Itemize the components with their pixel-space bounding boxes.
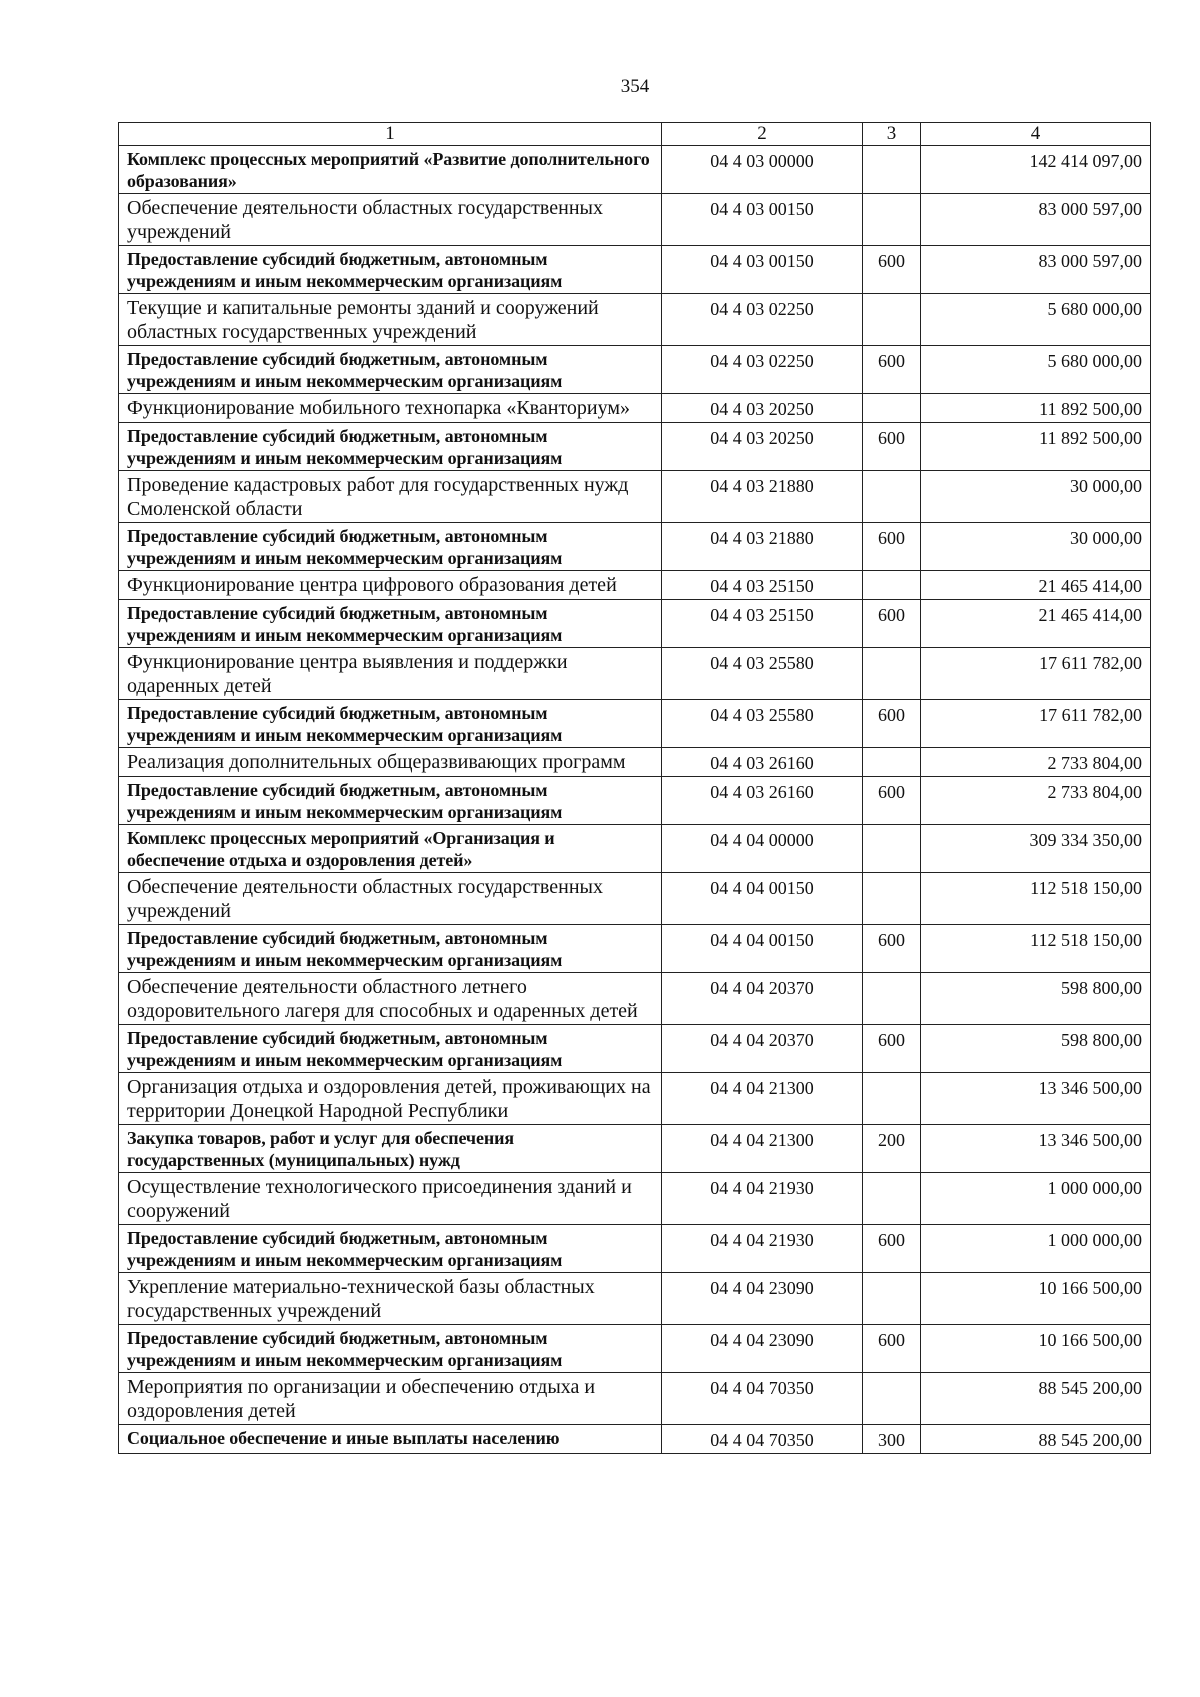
table-body xyxy=(119,146,1151,1454)
row-kvr-cell xyxy=(863,1173,921,1225)
row-amount-cell: 83 000 597,00 xyxy=(921,246,1151,294)
row-code-cell: 04 4 04 20370 xyxy=(662,973,863,1025)
row-kvr-cell: 600 xyxy=(863,700,921,748)
row-kvr-cell xyxy=(863,1073,921,1125)
row-code-cell: 04 4 03 26160 xyxy=(662,777,863,825)
table-row xyxy=(119,873,1151,925)
table-row xyxy=(119,1073,1151,1125)
row-code-cell: 04 4 03 25150 xyxy=(662,571,863,600)
table-row xyxy=(119,1025,1151,1073)
row-amount-cell: 2 733 804,00 xyxy=(921,748,1151,777)
row-kvr-cell: 600 xyxy=(863,246,921,294)
row-amount-cell: 10 166 500,00 xyxy=(921,1325,1151,1373)
row-code-cell: 04 4 04 20370 xyxy=(662,1025,863,1073)
header-cell-kvr: 3 xyxy=(863,123,921,146)
table-row xyxy=(119,748,1151,777)
row-name-cell: Организация отдыха и оздоровления детей, проживающих на территории Донецкой Народной Республики xyxy=(119,1073,662,1125)
row-code-cell: 04 4 04 21930 xyxy=(662,1225,863,1273)
row-code-cell: 04 4 03 00150 xyxy=(662,194,863,246)
row-kvr-cell xyxy=(863,194,921,246)
row-kvr-cell xyxy=(863,825,921,873)
row-amount-cell: 598 800,00 xyxy=(921,1025,1151,1073)
row-code-cell: 04 4 03 00000 xyxy=(662,146,863,194)
row-code-cell: 04 4 03 25580 xyxy=(662,648,863,700)
row-kvr-cell xyxy=(863,648,921,700)
row-code-cell: 04 4 04 00000 xyxy=(662,825,863,873)
row-code-cell: 04 4 04 00150 xyxy=(662,925,863,973)
row-kvr-cell xyxy=(863,748,921,777)
budget-table xyxy=(118,122,1151,1454)
header-cell-code: 2 xyxy=(662,123,863,146)
table-row xyxy=(119,1173,1151,1225)
row-kvr-cell: 600 xyxy=(863,523,921,571)
table-row xyxy=(119,1125,1151,1173)
row-name-cell: Функционирование мобильного технопарка «Кванториум» xyxy=(119,394,662,423)
row-name-cell: Мероприятия по организации и обеспечению отдыха и оздоровления детей xyxy=(119,1373,662,1425)
table-row xyxy=(119,523,1151,571)
row-amount-cell: 88 545 200,00 xyxy=(921,1425,1151,1454)
table-row xyxy=(119,1373,1151,1425)
row-code-cell: 04 4 03 20250 xyxy=(662,423,863,471)
row-code-cell: 04 4 04 00150 xyxy=(662,873,863,925)
table-row xyxy=(119,294,1151,346)
row-kvr-cell xyxy=(863,1273,921,1325)
row-name-cell: Предоставление субсидий бюджетным, автономным учреждениям и иным некоммерческим организациям xyxy=(119,1225,662,1273)
row-amount-cell: 11 892 500,00 xyxy=(921,394,1151,423)
row-amount-cell: 30 000,00 xyxy=(921,471,1151,523)
row-name-cell: Социальное обеспечение и иные выплаты населению xyxy=(119,1425,662,1454)
row-kvr-cell xyxy=(863,571,921,600)
header-cell-name: 1 xyxy=(119,123,662,146)
row-kvr-cell: 600 xyxy=(863,1025,921,1073)
row-amount-cell: 598 800,00 xyxy=(921,973,1151,1025)
row-amount-cell: 11 892 500,00 xyxy=(921,423,1151,471)
row-amount-cell: 83 000 597,00 xyxy=(921,194,1151,246)
table-row xyxy=(119,1225,1151,1273)
row-name-cell: Предоставление субсидий бюджетным, автономным учреждениям и иным некоммерческим организациям xyxy=(119,523,662,571)
header-row xyxy=(119,123,1151,146)
row-kvr-cell xyxy=(863,1373,921,1425)
row-amount-cell: 112 518 150,00 xyxy=(921,873,1151,925)
row-name-cell: Функционирование центра выявления и поддержки одаренных детей xyxy=(119,648,662,700)
row-kvr-cell xyxy=(863,973,921,1025)
row-kvr-cell: 600 xyxy=(863,1325,921,1373)
table-row xyxy=(119,146,1151,194)
row-kvr-cell xyxy=(863,294,921,346)
row-kvr-cell: 600 xyxy=(863,777,921,825)
row-amount-cell: 13 346 500,00 xyxy=(921,1125,1151,1173)
row-name-cell: Предоставление субсидий бюджетным, автономным учреждениям и иным некоммерческим организациям xyxy=(119,1025,662,1073)
row-kvr-cell xyxy=(863,471,921,523)
row-name-cell: Закупка товаров, работ и услуг для обеспечения государственных (муниципальных) нужд xyxy=(119,1125,662,1173)
row-amount-cell: 1 000 000,00 xyxy=(921,1173,1151,1225)
row-kvr-cell: 600 xyxy=(863,925,921,973)
row-code-cell: 04 4 04 21300 xyxy=(662,1073,863,1125)
table-row xyxy=(119,423,1151,471)
row-amount-cell: 13 346 500,00 xyxy=(921,1073,1151,1125)
row-name-cell: Комплекс процессных мероприятий «Развитие дополнительного образования» xyxy=(119,146,662,194)
row-name-cell: Предоставление субсидий бюджетным, автономным учреждениям и иным некоммерческим организациям xyxy=(119,777,662,825)
table-row xyxy=(119,471,1151,523)
row-kvr-cell: 200 xyxy=(863,1125,921,1173)
row-code-cell: 04 4 03 25150 xyxy=(662,600,863,648)
row-name-cell: Предоставление субсидий бюджетным, автономным учреждениям и иным некоммерческим организациям xyxy=(119,423,662,471)
row-amount-cell: 21 465 414,00 xyxy=(921,600,1151,648)
row-name-cell: Комплекс процессных мероприятий «Организация и обеспечение отдыха и оздоровления детей» xyxy=(119,825,662,873)
table-row xyxy=(119,973,1151,1025)
row-name-cell: Предоставление субсидий бюджетным, автономным учреждениям и иным некоммерческим организациям xyxy=(119,600,662,648)
table-row xyxy=(119,246,1151,294)
row-amount-cell: 1 000 000,00 xyxy=(921,1225,1151,1273)
row-name-cell: Реализация дополнительных общеразвивающих программ xyxy=(119,748,662,777)
table-row xyxy=(119,777,1151,825)
row-kvr-cell xyxy=(863,394,921,423)
row-kvr-cell xyxy=(863,873,921,925)
row-amount-cell: 5 680 000,00 xyxy=(921,346,1151,394)
table-row xyxy=(119,571,1151,600)
row-code-cell: 04 4 03 00150 xyxy=(662,246,863,294)
row-kvr-cell: 300 xyxy=(863,1425,921,1454)
row-amount-cell: 142 414 097,00 xyxy=(921,146,1151,194)
row-amount-cell: 112 518 150,00 xyxy=(921,925,1151,973)
table-row xyxy=(119,1425,1151,1454)
row-code-cell: 04 4 04 21930 xyxy=(662,1173,863,1225)
row-name-cell: Функционирование центра цифрового образования детей xyxy=(119,571,662,600)
row-code-cell: 04 4 03 25580 xyxy=(662,700,863,748)
table-row xyxy=(119,394,1151,423)
table-row xyxy=(119,1325,1151,1373)
row-amount-cell: 5 680 000,00 xyxy=(921,294,1151,346)
table-row xyxy=(119,346,1151,394)
table-row xyxy=(119,648,1151,700)
row-code-cell: 04 4 03 02250 xyxy=(662,346,863,394)
table-row xyxy=(119,700,1151,748)
row-name-cell: Предоставление субсидий бюджетным, автономным учреждениям и иным некоммерческим организациям xyxy=(119,700,662,748)
row-amount-cell: 2 733 804,00 xyxy=(921,777,1151,825)
row-name-cell: Предоставление субсидий бюджетным, автономным учреждениям и иным некоммерческим организациям xyxy=(119,346,662,394)
row-amount-cell: 88 545 200,00 xyxy=(921,1373,1151,1425)
row-code-cell: 04 4 03 21880 xyxy=(662,523,863,571)
table-row xyxy=(119,825,1151,873)
header-cell-amount: 4 xyxy=(921,123,1151,146)
row-code-cell: 04 4 04 23090 xyxy=(662,1325,863,1373)
row-code-cell: 04 4 03 21880 xyxy=(662,471,863,523)
table-row xyxy=(119,925,1151,973)
row-name-cell: Обеспечение деятельности областных государственных учреждений xyxy=(119,194,662,246)
row-amount-cell: 30 000,00 xyxy=(921,523,1151,571)
row-code-cell: 04 4 03 26160 xyxy=(662,748,863,777)
row-name-cell: Осуществление технологического присоединения зданий и сооружений xyxy=(119,1173,662,1225)
row-name-cell: Обеспечение деятельности областного летнего оздоровительного лагеря для способных и одаренных детей xyxy=(119,973,662,1025)
row-name-cell: Обеспечение деятельности областных государственных учреждений xyxy=(119,873,662,925)
page-number: 354 xyxy=(620,76,650,97)
row-kvr-cell xyxy=(863,146,921,194)
row-code-cell: 04 4 04 23090 xyxy=(662,1273,863,1325)
row-name-cell: Укрепление материально-технической базы областных государственных учреждений xyxy=(119,1273,662,1325)
row-code-cell: 04 4 04 70350 xyxy=(662,1425,863,1454)
row-kvr-cell: 600 xyxy=(863,1225,921,1273)
row-amount-cell: 10 166 500,00 xyxy=(921,1273,1151,1325)
row-name-cell: Предоставление субсидий бюджетным, автономным учреждениям и иным некоммерческим организациям xyxy=(119,1325,662,1373)
table-row xyxy=(119,1273,1151,1325)
row-amount-cell: 309 334 350,00 xyxy=(921,825,1151,873)
row-code-cell: 04 4 04 21300 xyxy=(662,1125,863,1173)
row-amount-cell: 17 611 782,00 xyxy=(921,648,1151,700)
row-name-cell: Проведение кадастровых работ для государственных нужд Смоленской области xyxy=(119,471,662,523)
row-code-cell: 04 4 03 20250 xyxy=(662,394,863,423)
row-code-cell: 04 4 04 70350 xyxy=(662,1373,863,1425)
row-code-cell: 04 4 03 02250 xyxy=(662,294,863,346)
row-name-cell: Текущие и капитальные ремонты зданий и сооружений областных государственных учреждений xyxy=(119,294,662,346)
row-name-cell: Предоставление субсидий бюджетным, автономным учреждениям и иным некоммерческим организациям xyxy=(119,925,662,973)
row-name-cell: Предоставление субсидий бюджетным, автономным учреждениям и иным некоммерческим организациям xyxy=(119,246,662,294)
row-kvr-cell: 600 xyxy=(863,346,921,394)
table-row xyxy=(119,600,1151,648)
row-kvr-cell: 600 xyxy=(863,423,921,471)
table-row xyxy=(119,194,1151,246)
row-amount-cell: 17 611 782,00 xyxy=(921,700,1151,748)
row-kvr-cell: 600 xyxy=(863,600,921,648)
row-amount-cell: 21 465 414,00 xyxy=(921,571,1151,600)
